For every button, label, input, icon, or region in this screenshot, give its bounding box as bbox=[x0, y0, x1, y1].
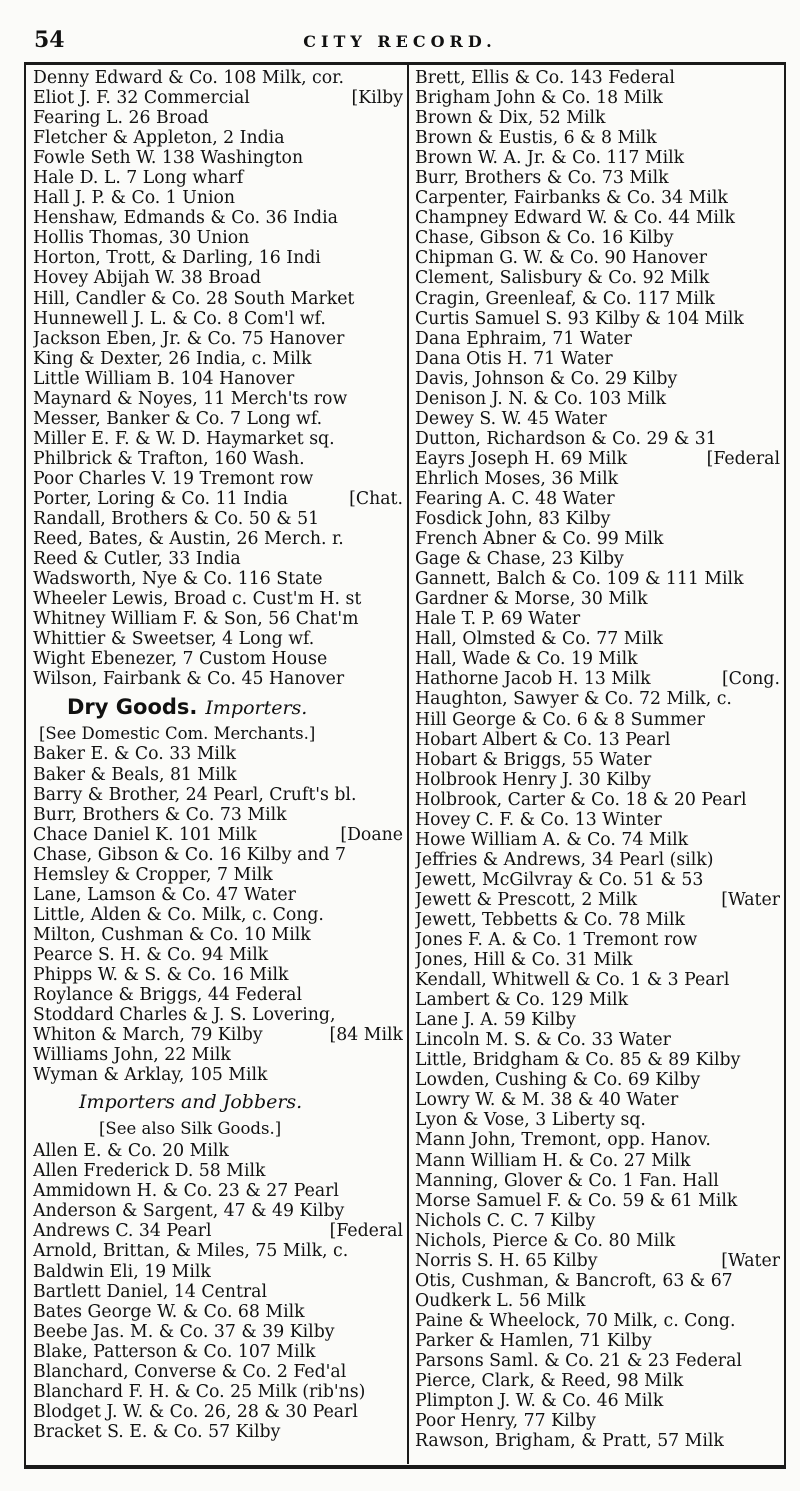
directory-entry: Brown & Eustis, 6 & 8 Milk bbox=[415, 128, 657, 149]
directory-entry: Poor Charles V. 19 Tremont row bbox=[33, 468, 314, 489]
directory-entry: Little William B. 104 Hanover bbox=[33, 368, 295, 389]
directory-entry: Bates George W. & Co. 68 Milk bbox=[33, 1301, 305, 1322]
page-number: 54 bbox=[34, 27, 65, 53]
directory-entry: Hill, Candler & Co. 28 South Market bbox=[33, 288, 355, 309]
directory-entry: Holbrook Henry J. 30 Kilby bbox=[415, 769, 651, 790]
directory-entry: Brigham John & Co. 18 Milk bbox=[415, 88, 663, 109]
directory-entry: Henshaw, Edmands & Co. 36 India bbox=[33, 208, 338, 229]
directory-entry: Little, Bridgham & Co. 85 & 89 Kilby bbox=[415, 1050, 741, 1071]
directory-entry: Fosdick John, 83 Kilby bbox=[415, 509, 611, 530]
directory-entry: Hale D. L. 7 Long wharf bbox=[33, 168, 244, 189]
directory-entry: Jewett, McGilvray & Co. 51 & 53 bbox=[415, 869, 704, 890]
directory-entry: Messer, Banker & Co. 7 Long wf. bbox=[33, 408, 323, 429]
directory-entry: Champney Edward W. & Co. 44 Milk bbox=[415, 208, 735, 229]
directory-entry: Allen Frederick D. 58 Milk bbox=[33, 1161, 266, 1182]
directory-entry: Andrews C. 34 Pearl [Federal bbox=[33, 1221, 403, 1242]
directory-entry: Barry & Brother, 24 Pearl, Cruft's bl. bbox=[33, 784, 357, 805]
directory-entry: Reed, Bates, & Austin, 26 Merch. r. bbox=[33, 529, 344, 550]
directory-entry: Burr, Brothers & Co. 73 Milk bbox=[33, 804, 287, 825]
directory-entry: Gardner & Morse, 30 Milk bbox=[415, 589, 648, 610]
directory-entry: Otis, Cushman, & Bancroft, 63 & 67 bbox=[415, 1270, 733, 1291]
left-column bbox=[33, 68, 403, 1442]
directory-entry: French Abner & Co. 99 Milk bbox=[415, 529, 664, 550]
directory-entry: Holbrook, Carter & Co. 18 & 20 Pearl bbox=[415, 789, 747, 810]
directory-entry: Anderson & Sargent, 47 & 49 Kilby bbox=[33, 1201, 345, 1222]
directory-entry: Brown & Dix, 52 Milk bbox=[415, 108, 606, 129]
directory-entry: Blodget J. W. & Co. 26, 28 & 30 Pearl bbox=[33, 1401, 358, 1422]
directory-entry: Paine & Wheelock, 70 Milk, c. Cong. bbox=[415, 1310, 736, 1331]
importers-jobbers-list-continued bbox=[415, 68, 780, 1451]
section-subtitle: Importers. bbox=[205, 697, 308, 720]
right-column bbox=[415, 68, 780, 1451]
directory-entry: Cragin, Greenleaf, & Co. 117 Milk bbox=[415, 288, 715, 309]
directory-entry: Whiton & March, 79 Kilby [84 Milk bbox=[33, 1025, 403, 1046]
directory-entry: Allen E. & Co. 20 Milk bbox=[33, 1141, 229, 1162]
directory-entry: Baker & Beals, 81 Milk bbox=[33, 764, 237, 785]
directory-entry: Lowden, Cushing & Co. 69 Kilby bbox=[415, 1070, 701, 1091]
directory-entry: Maynard & Noyes, 11 Merch'ts row bbox=[33, 388, 348, 409]
directory-entry: Mann William H. & Co. 27 Milk bbox=[415, 1150, 691, 1171]
importers-jobbers-list bbox=[33, 1141, 403, 1442]
directory-entry: Hill George & Co. 6 & 8 Summer bbox=[415, 709, 705, 730]
running-head: CITY RECORD. bbox=[303, 32, 497, 51]
directory-entry: Parker & Hamlen, 71 Kilby bbox=[415, 1330, 652, 1351]
directory-entry: Baker E. & Co. 33 Milk bbox=[33, 744, 236, 765]
directory-entry: Wadsworth, Nye & Co. 116 State bbox=[33, 569, 323, 590]
directory-entry: Ammidown H. & Co. 23 & 27 Pearl bbox=[33, 1181, 339, 1202]
directory-entry: Clement, Salisbury & Co. 92 Milk bbox=[415, 268, 710, 289]
directory-entry: King & Dexter, 26 India, c. Milk bbox=[33, 348, 312, 369]
cross-reference-note: [See Domestic Com. Merchants.] bbox=[39, 724, 316, 744]
directory-entry: Wyman & Arklay, 105 Milk bbox=[33, 1065, 268, 1086]
directory-entry: Carpenter, Fairbanks & Co. 34 Milk bbox=[415, 188, 728, 209]
directory-entry: Blanchard F. H. & Co. 25 Milk (rib'ns) bbox=[33, 1381, 366, 1402]
section-heading-dry-goods bbox=[33, 689, 403, 723]
directory-entry: Chipman G. W. & Co. 90 Hanover bbox=[415, 248, 707, 269]
directory-entry: Lane J. A. 59 Kilby bbox=[415, 1010, 576, 1031]
directory-entry: Jewett, Tebbetts & Co. 78 Milk bbox=[415, 909, 685, 930]
directory-entry: Dana Ephraim, 71 Water bbox=[415, 328, 632, 349]
importers-list bbox=[33, 744, 403, 1085]
directory-entry: Roylance & Briggs, 44 Federal bbox=[33, 985, 303, 1006]
directory-entry: Jones F. A. & Co. 1 Tremont row bbox=[415, 930, 698, 951]
directory-entry: Brett, Ellis & Co. 143 Federal bbox=[415, 68, 675, 88]
directory-entry: Hathorne Jacob H. 13 Milk [Cong. bbox=[415, 669, 780, 690]
directory-entry: Bartlett Daniel, 14 Central bbox=[33, 1281, 267, 1302]
directory-entry: Fletcher & Appleton, 2 India bbox=[33, 128, 285, 149]
directory-entry: Hall J. P. & Co. 1 Union bbox=[33, 188, 236, 209]
directory-entry: Lowry W. & M. 38 & 40 Water bbox=[415, 1090, 679, 1111]
directory-entry: Curtis Samuel S. 93 Kilby & 104 Milk bbox=[415, 308, 744, 329]
directory-entry: Lincoln M. S. & Co. 33 Water bbox=[415, 1030, 671, 1051]
directory-entry: Gannett, Balch & Co. 109 & 111 Milk bbox=[415, 569, 744, 590]
directory-entry: Nichols C. C. 7 Kilby bbox=[415, 1210, 596, 1231]
directory-entry: Jackson Eben, Jr. & Co. 75 Hanover bbox=[33, 328, 345, 349]
directory-entry: Howe William A. & Co. 74 Milk bbox=[415, 829, 689, 850]
directory-entry: Hobart & Briggs, 55 Water bbox=[415, 749, 652, 770]
directory-entry: Stoddard Charles & J. S. Lovering, bbox=[33, 1005, 336, 1026]
directory-entry: Norris S. H. 65 Kilby [Water bbox=[415, 1250, 780, 1271]
directory-entry: Davis, Johnson & Co. 29 Kilby bbox=[415, 368, 678, 389]
directory-entry: Chace Daniel K. 101 Milk [Doane bbox=[33, 824, 403, 845]
directory-entry: Haughton, Sawyer & Co. 72 Milk, c. bbox=[415, 689, 732, 710]
directory-entry: Blake, Patterson & Co. 107 Milk bbox=[33, 1341, 316, 1362]
directory-entry: Philbrick & Trafton, 160 Wash. bbox=[33, 448, 305, 469]
directory-entry: Fowle Seth W. 138 Washington bbox=[33, 148, 304, 169]
directory-entry: Plimpton J. W. & Co. 46 Milk bbox=[415, 1391, 664, 1412]
directory-entry: Hemsley & Cropper, 7 Milk bbox=[33, 864, 273, 885]
directory-entry: Lambert & Co. 129 Milk bbox=[415, 990, 629, 1011]
directory-entry: Lane, Lamson & Co. 47 Water bbox=[33, 884, 296, 905]
directory-entry: Williams John, 22 Milk bbox=[33, 1045, 231, 1066]
directory-entry: Chase, Gibson & Co. 16 Kilby bbox=[415, 228, 674, 249]
directory-entry: Ehrlich Moses, 36 Milk bbox=[415, 468, 619, 489]
directory-entry: Wight Ebenezer, 7 Custom House bbox=[33, 649, 328, 670]
section-title: Dry Goods. bbox=[67, 695, 198, 720]
directory-entry: Manning, Glover & Co. 1 Fan. Hall bbox=[415, 1170, 719, 1191]
directory-entry: Jeffries & Andrews, 34 Pearl (silk) bbox=[415, 849, 714, 870]
directory-entry: Reed & Cutler, 33 India bbox=[33, 549, 241, 570]
directory-entry: Nichols, Pierce & Co. 80 Milk bbox=[415, 1230, 676, 1251]
directory-entry: Hall, Wade & Co. 19 Milk bbox=[415, 649, 638, 670]
directory-entry: Oudkerk L. 56 Milk bbox=[415, 1290, 586, 1311]
directory-entry: Hovey C. F. & Co. 13 Winter bbox=[415, 809, 662, 830]
directory-entry: Brown W. A. Jr. & Co. 117 Milk bbox=[415, 148, 685, 169]
directory-entry: Eliot J. F. 32 Commercial [Kilby bbox=[33, 88, 403, 109]
directory-entry: Hall, Olmsted & Co. 77 Milk bbox=[415, 629, 663, 650]
directory-entry: Rawson, Brigham, & Pratt, 57 Milk bbox=[415, 1431, 724, 1452]
directory-entry: Hale T. P. 69 Water bbox=[415, 609, 581, 630]
directory-entry: Hobart Albert & Co. 13 Pearl bbox=[415, 729, 671, 750]
directory-entry: Horton, Trott, & Darling, 16 Indi bbox=[33, 248, 321, 269]
directory-entry: Arnold, Brittan, & Miles, 75 Milk, c. bbox=[33, 1241, 349, 1262]
directory-entry: Dewey S. W. 45 Water bbox=[415, 408, 607, 429]
directory-entry: Bracket S. E. & Co. 57 Kilby bbox=[33, 1421, 281, 1442]
directory-entry: Pierce, Clark, & Reed, 98 Milk bbox=[415, 1371, 684, 1392]
directory-entry: Dutton, Richardson & Co. 29 & 31 bbox=[415, 428, 717, 449]
directory-entry: Hovey Abijah W. 38 Broad bbox=[33, 268, 262, 289]
directory-entry: Beebe Jas. M. & Co. 37 & 39 Kilby bbox=[33, 1321, 335, 1342]
directory-entry: Miller E. F. & W. D. Haymarket sq. bbox=[33, 428, 335, 449]
directory-entry: Kendall, Whitwell & Co. 1 & 3 Pearl bbox=[415, 970, 730, 991]
directory-entry: Morse Samuel F. & Co. 59 & 61 Milk bbox=[415, 1190, 738, 1211]
directory-entry: Milton, Cushman & Co. 10 Milk bbox=[33, 924, 311, 945]
directory-entry: Hunnewell J. L. & Co. 8 Com'l wf. bbox=[33, 308, 326, 329]
directory-entry: Wilson, Fairbank & Co. 45 Hanover bbox=[33, 669, 345, 690]
directory-entry: Randall, Brothers & Co. 50 & 51 bbox=[33, 509, 320, 530]
directory-entry: Fearing L. 26 Broad bbox=[33, 108, 209, 129]
directory-entry: Gage & Chase, 23 Kilby bbox=[415, 549, 624, 570]
directory-entry: Blanchard, Converse & Co. 2 Fed'al bbox=[33, 1361, 347, 1382]
directory-entry: Eayrs Joseph H. 69 Milk [Federal bbox=[415, 448, 780, 469]
directory-entry: Little, Alden & Co. Milk, c. Cong. bbox=[33, 904, 324, 925]
directory-entry: Chase, Gibson & Co. 16 Kilby and 7 bbox=[33, 844, 346, 865]
directory-entry: Whitney William F. & Son, 56 Chat'm bbox=[33, 609, 359, 630]
directory-entry: Wheeler Lewis, Broad c. Cust'm H. st bbox=[33, 589, 362, 610]
directory-entry: Poor Henry, 77 Kilby bbox=[415, 1411, 596, 1432]
directory-entry: Whittier & Sweetser, 4 Long wf. bbox=[33, 629, 315, 650]
cross-reference-note-silk: [See also Silk Goods.] bbox=[99, 1119, 282, 1139]
directory-entry: Mann John, Tremont, opp. Hanov. bbox=[415, 1130, 711, 1151]
column-divider bbox=[407, 64, 409, 1464]
directory-entry: Jewett & Prescott, 2 Milk [Water bbox=[415, 889, 780, 910]
directory-entry: Hollis Thomas, 30 Union bbox=[33, 228, 250, 249]
directory-entry: Lyon & Vose, 3 Liberty sq. bbox=[415, 1110, 646, 1131]
directory-entry: Denny Edward & Co. 108 Milk, cor. bbox=[33, 68, 344, 88]
commission-merchants-list bbox=[33, 68, 403, 689]
directory-entry: Pearce S. H. & Co. 94 Milk bbox=[33, 944, 269, 965]
directory-entry: Fearing A. C. 48 Water bbox=[415, 488, 615, 509]
directory-entry: Phipps W. & S. & Co. 16 Milk bbox=[33, 964, 289, 985]
directory-entry: Denison J. N. & Co. 103 Milk bbox=[415, 388, 667, 409]
directory-entry: Parsons Saml. & Co. 21 & 23 Federal bbox=[415, 1351, 742, 1371]
directory-entry: Baldwin Eli, 19 Milk bbox=[33, 1261, 211, 1282]
directory-entry: Jones, Hill & Co. 31 Milk bbox=[415, 950, 633, 971]
directory-entry: Dana Otis H. 71 Water bbox=[415, 348, 613, 369]
directory-entry: Burr, Brothers & Co. 73 Milk bbox=[415, 168, 669, 189]
directory-entry: Porter, Loring & Co. 11 India [Chat. bbox=[33, 488, 403, 509]
section-heading-importers-jobbers: Importers and Jobbers. bbox=[79, 1091, 303, 1114]
